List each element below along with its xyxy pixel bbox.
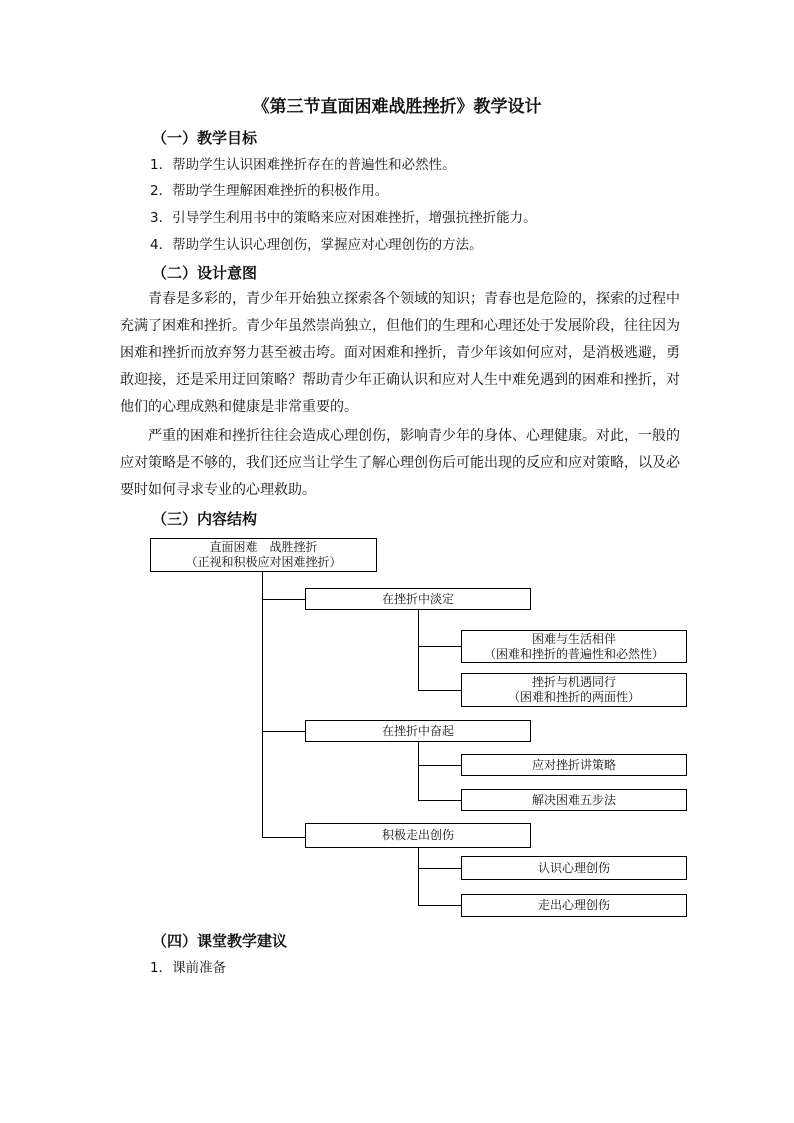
branch-node-3-label: 积极走出创伤: [381, 828, 454, 842]
sub-connector-3: [418, 848, 419, 906]
branch-node-2: [305, 720, 531, 742]
section-heading-intent: （二）设计意图: [152, 264, 258, 282]
document-title: 《第三节直面困难战胜挫折》教学设计: [252, 97, 542, 117]
branch-node-2-label: 在挫折中奋起: [381, 723, 454, 738]
leaf-node-3a: [461, 856, 687, 880]
goal-item-1: 1．帮助学生认识困难挫折存在的普遍性和必然性。: [150, 157, 456, 173]
leaf-node-2b: [461, 789, 687, 811]
branch-node-1-label: 在挫折中淡定: [381, 591, 454, 606]
leaf-node-1b: [461, 673, 687, 707]
leaf-connector-2b: [418, 800, 461, 801]
sub-connector-1: [418, 610, 419, 691]
leaf-node-2a-label: 应对挫折讲策略: [531, 757, 616, 772]
leaf-node-1a-subtitle: （困难和挫折的普遍性和必然性）: [483, 646, 664, 661]
root-node: [150, 538, 377, 572]
goal-item-4: 4．帮助学生认识心理创伤，掌握应对心理创伤的方法。: [150, 237, 483, 253]
intent-paragraph-2: 严重的困难和挫折往往会造成心理创伤，影响青少年的身体、心理健康。对此，一般的应对策略是不够的，我们还应当让学生了解心理创伤后可能出现的反应和应对策略，以及必要时如何寻求专业的心理救助。: [120, 428, 680, 498]
leaf-connector-1b: [418, 690, 461, 691]
leaf-node-1b-title: 挫折与机遇同行: [531, 675, 616, 689]
root-node-title: 直面困难 战胜挫折: [209, 540, 318, 554]
branch-connector-3: [262, 837, 305, 838]
leaf-node-3b-label: 走出心理创伤: [537, 898, 610, 912]
goal-item-2: 2．帮助学生理解困难挫折的积极作用。: [150, 183, 389, 199]
sub-connector-2: [418, 742, 419, 801]
section-heading-suggestions: （四）课堂教学建议: [152, 932, 288, 950]
goal-item-3: 3．引导学生利用书中的策略来应对困难挫折，增强抗挫折能力。: [150, 210, 537, 226]
intent-paragraph-1: 青春是多彩的，青少年开始独立探索各个领域的知识；青春也是危险的，探索的过程中充满了困难和挫折。青少年虽然崇尚独立，但他们的生理和心理还处于发展阶段，往往因为困难和挫折而放弃努力甚至被击垮。面对困难和挫折，青少年该如何应对，是消极逃避，勇敢迎接，还是采用迂回策略？帮助青少年正确认识和应对人生中难免遇到的困难和挫折，对他们的心理成熟和健康是非常重要的。: [120, 291, 680, 415]
leaf-node-3b: [461, 894, 687, 917]
branch-node-3: [305, 823, 531, 848]
leaf-node-3a-label: 认识心理创伤: [537, 860, 610, 875]
leaf-node-1a: [461, 630, 687, 663]
leaf-node-2a: [461, 754, 687, 776]
root-node-subtitle: （正视和积极应对困难挫折）: [185, 555, 342, 569]
trunk-connector: [262, 571, 263, 838]
branch-connector-1: [262, 599, 305, 600]
leaf-node-1a-title: 困难与生活相伴: [531, 631, 616, 646]
branch-node-1: [305, 588, 531, 610]
leaf-connector-3b: [418, 905, 461, 906]
branch-connector-2: [262, 731, 305, 732]
leaf-connector-1a: [418, 646, 461, 647]
leaf-connector-3a: [418, 868, 461, 869]
leaf-node-2b-label: 解决困难五步法: [531, 792, 616, 807]
suggestion-item-1: 1．课前准备: [150, 960, 227, 976]
leaf-node-1b-subtitle: （困难和挫折的两面性）: [507, 690, 640, 704]
section-heading-goals: （一）教学目标: [152, 129, 258, 147]
section-heading-structure: （三）内容结构: [152, 510, 258, 528]
leaf-connector-2a: [418, 765, 461, 766]
